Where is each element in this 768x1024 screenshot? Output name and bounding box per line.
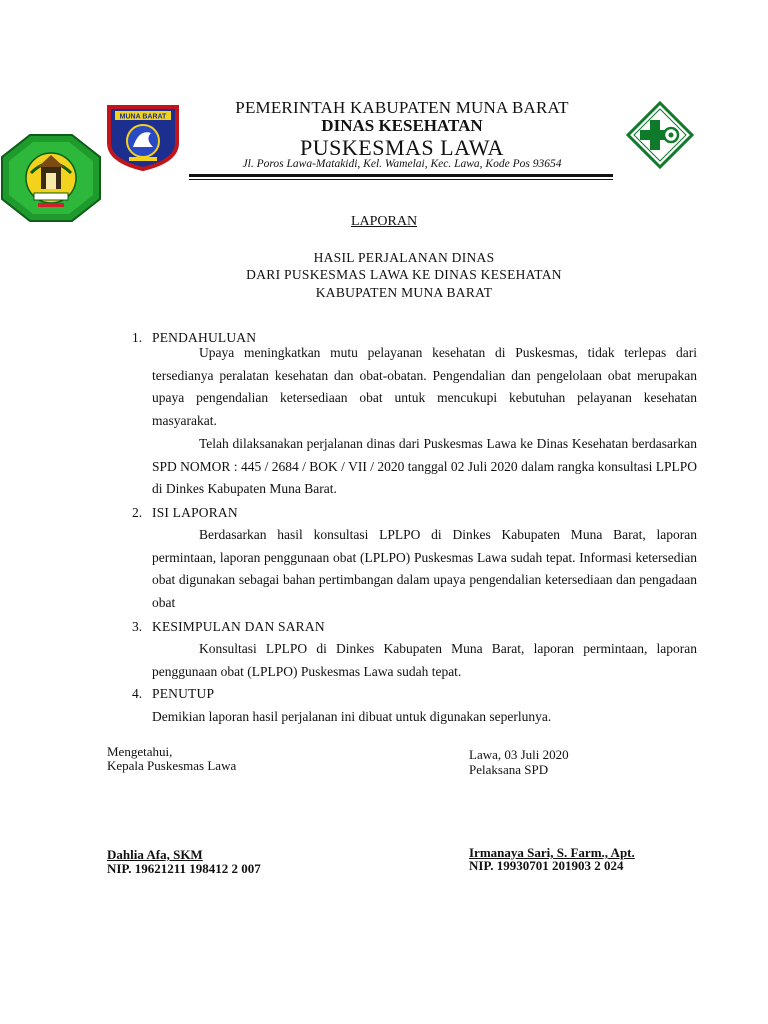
section-paragraph: Konsultasi LPLPO di Dinkes Kabupaten Muna Barat, laporan permintaan, laporan penggunaan obat (LPLPO) Puskesmas Lawa sudah tepat. [152, 641, 697, 679]
section-heading: ISI LAPORAN [152, 505, 238, 520]
section-paragraph: Berdasarkan hasil konsultasi LPLPO di Dinkes Kabupaten Muna Barat, laporan permintaan, laporan penggunaan obat (LPLPO) Puskesmas Lawa sudah tepat. Informasi ketersedian obat digunakan sebagai bahan pertimbangan dalam upaya pengendalian ketersediaan dan pengadaan obat [152, 527, 697, 610]
header-institution: PUSKESMAS LAWA [300, 135, 504, 160]
section-paragraph: Upaya meningkatkan mutu pelayanan kesehatan di Puskesmas, tidak terlepas dari tersedianya peralatan kesehatan dan obat-obatan. Pengendalian dan pengelolaan obat merupakan upaya pengendalian ketersediaan obat untuk mencukupi kebutuhan pelayanan kesehatan masyarakat. [152, 345, 697, 428]
signature-left-title: Kepala Puskesmas Lawa [107, 758, 237, 773]
signature-left-name: Dahlia Afa, SKM [107, 847, 203, 862]
report-subtitle-line: KABUPATEN MUNA BARAT [315, 285, 493, 300]
signature-right-title: Pelaksana SPD [469, 762, 549, 777]
header-department: DINAS KESEHATAN [321, 116, 483, 135]
signature-right-date: Lawa, 03 Juli 2020 [469, 747, 569, 762]
section-heading: KESIMPULAN DAN SARAN [152, 619, 325, 634]
signature-right-name: Irmanaya Sari, S. Farm., Apt. [469, 845, 635, 860]
header-government: PEMERINTAH KABUPATEN MUNA BARAT [235, 98, 569, 117]
section-paragraph: Telah dilaksanakan perjalanan dinas dari Puskesmas Lawa ke Dinas Kesehatan berdasarkan SPD NOMOR : 445 / 2684 / BOK / VII / 2020 tanggal 02 Juli 2020 dalam rangka konsultasi LPLPO di Dinkes Kabupaten Muna Barat. [152, 436, 697, 497]
muna-barat-shield-logo [105, 103, 181, 171]
regency-emblem-logo [0, 133, 102, 223]
report-subtitle-line: DARI PUSKESMAS LAWA KE DINAS KESEHATAN [246, 267, 562, 282]
section-number: 4. [132, 686, 143, 701]
signature-left-nip: NIP. 19621211 198412 2 007 [107, 861, 261, 876]
section-number: 3. [132, 619, 143, 634]
report-subtitle-line: HASIL PERJALANAN DINAS [313, 250, 495, 265]
header-address: Jl. Poros Lawa-Matakidi, Kel. Wamelai, Kec. Lawa, Kode Pos 93654 [242, 158, 562, 170]
section-number: 1. [132, 330, 143, 345]
header-divider-thick [189, 174, 613, 177]
section-heading: PENUTUP [152, 686, 215, 701]
header-divider-thin [189, 179, 613, 180]
report-title: LAPORAN [350, 214, 418, 229]
puskesmas-logo [626, 101, 694, 169]
signature-left-label: Mengetahui, [107, 744, 173, 759]
section-number: 2. [132, 505, 143, 520]
signature-right-nip: NIP. 19930701 201903 2 024 [469, 858, 624, 873]
section-heading: PENDAHULUAN [152, 330, 257, 345]
section-paragraph: Demikian laporan hasil perjalanan ini dibuat untuk digunakan seperlunya. [152, 709, 552, 724]
muna-logo-text: MUNA BARAT [119, 113, 167, 121]
